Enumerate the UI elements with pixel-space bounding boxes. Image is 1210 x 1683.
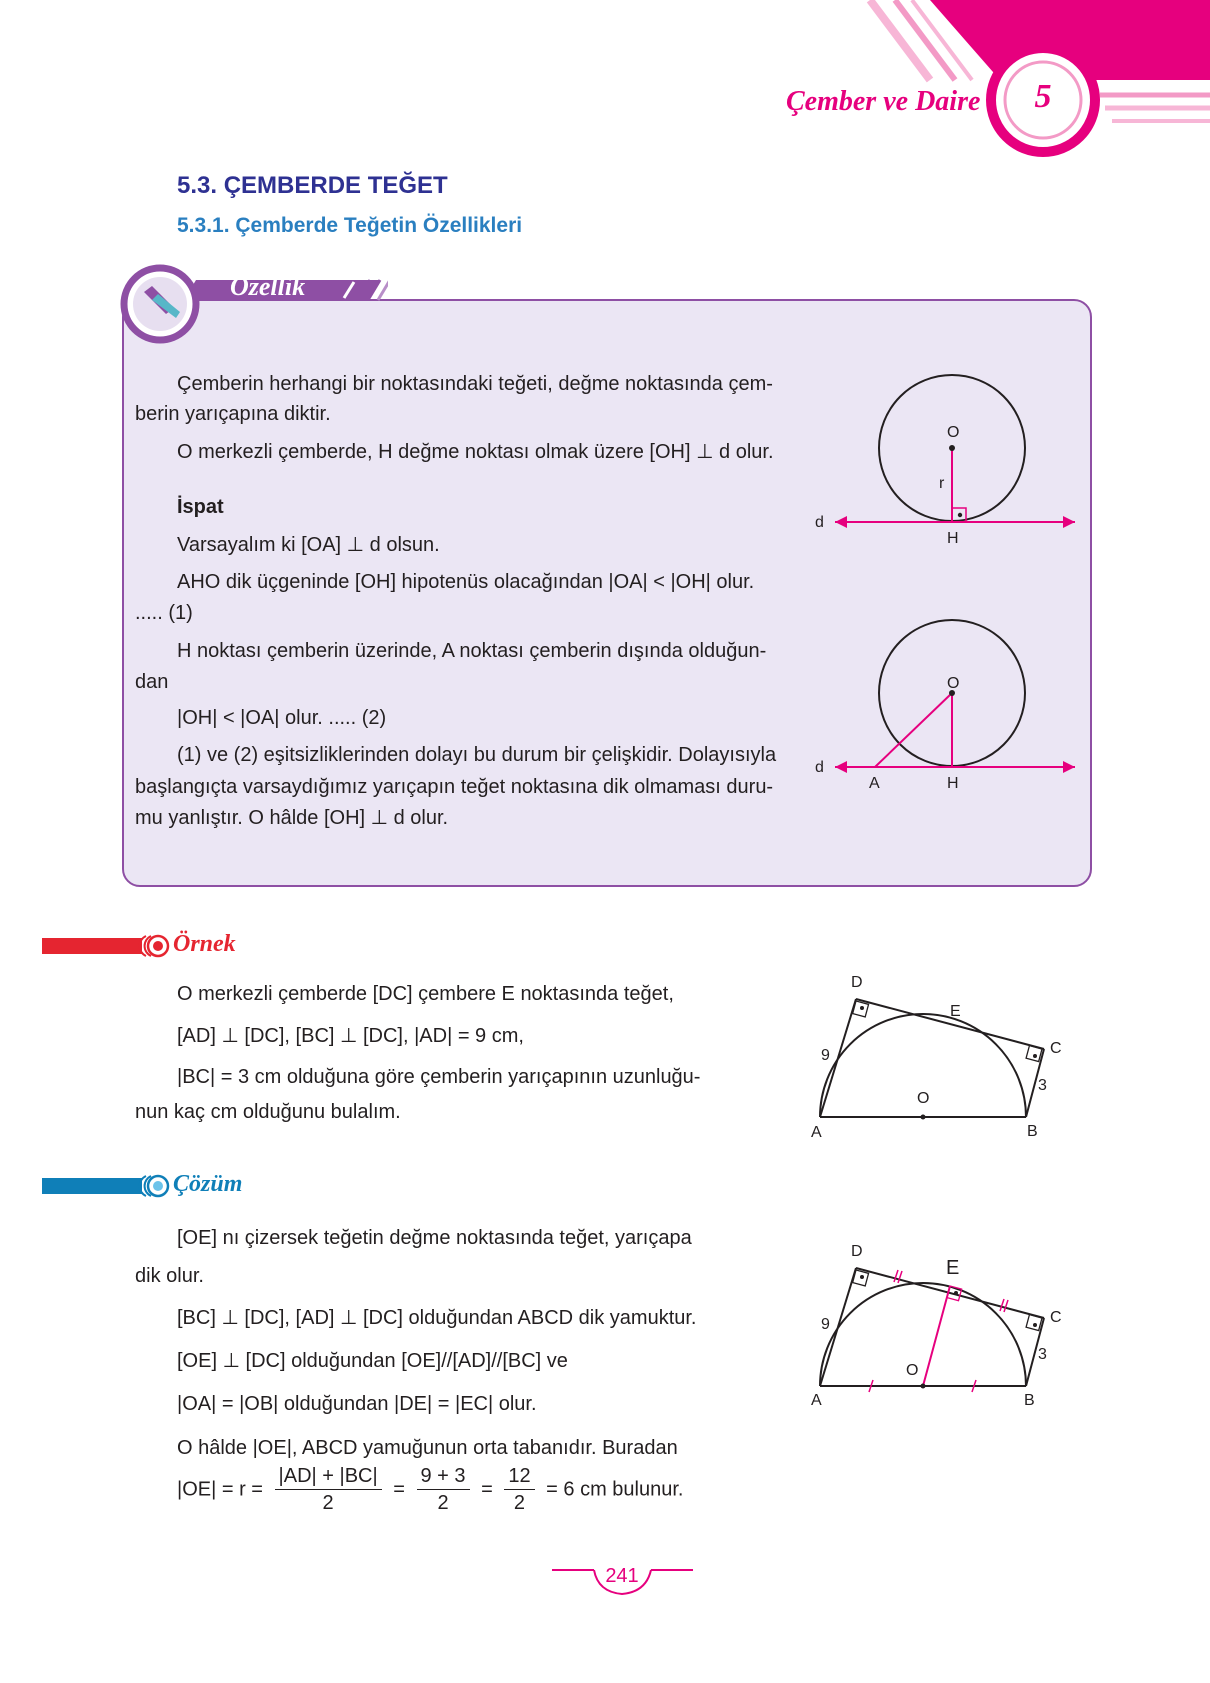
- chapter-number: 5: [1034, 78, 1052, 115]
- example-line: O merkezli çemberde [DC] çembere E noktasında teğet,: [177, 983, 674, 1005]
- ex-fig-label-9: 9: [821, 1047, 830, 1064]
- ex-fig-label-d: D: [851, 974, 863, 991]
- sol-fig-label-b: B: [1024, 1392, 1035, 1408]
- ex-fig-label-b: B: [1027, 1123, 1038, 1140]
- proof-line: Varsayalım ki [OA] ⊥ d olsun.: [177, 534, 440, 556]
- section-title: 5.3. ÇEMBERDE TEĞET: [177, 172, 448, 199]
- solution-label: Çözüm: [173, 1171, 243, 1197]
- sol-fig-label-a: A: [811, 1392, 822, 1408]
- page-number: 241: [605, 1565, 639, 1587]
- fraction-2-denominator: 2: [437, 1492, 449, 1514]
- ex-fig-label-a: A: [811, 1124, 822, 1141]
- tangent-figure-1: [805, 365, 1090, 565]
- fig2-label-d: d: [815, 759, 824, 776]
- proof-line: H noktası çemberin üzerinde, A noktası çemberin dışında olduğun-: [177, 640, 767, 662]
- equation-rhs: = 6 cm bulunur.: [546, 1478, 684, 1501]
- fig1-label-r: r: [939, 475, 945, 492]
- property-statement-line: O merkezli çemberde, H değme noktası olmak üzere [OH] ⊥ d olur.: [177, 441, 774, 463]
- ex-fig-label-o: O: [917, 1090, 930, 1107]
- property-statement-line: Çemberin herhangi bir noktasındaki teğeti, değme noktasında çem-: [177, 373, 773, 395]
- sol-fig-label-3: 3: [1038, 1346, 1047, 1363]
- ex-fig-label-e: E: [950, 1003, 961, 1020]
- solution-line: [OE] ⊥ [DC] olduğundan [OE]//[AD]//[BC] ve: [177, 1350, 568, 1372]
- fig1-label-h: H: [947, 530, 959, 547]
- proof-line: (1) ve (2) eşitsizliklerinden dolayı bu durum bir çelişkidir. Dolayısıyla: [177, 744, 777, 766]
- proof-line: |OH| < |OA| olur. ..... (2): [177, 707, 387, 729]
- fig2-label-a: A: [869, 775, 880, 792]
- section-subtitle: 5.3.1. Çemberde Teğetin Özellikleri: [177, 214, 523, 237]
- solution-line: O hâlde |OE|, ABCD yamuğunun orta tabanıdır. Buradan: [177, 1437, 678, 1459]
- property-statement-line: berin yarıçapına diktir.: [135, 403, 331, 425]
- sol-fig-label-9: 9: [821, 1316, 830, 1333]
- equation-lhs: |OE| = r =: [177, 1478, 263, 1501]
- solution-line: |OA| = |OB| olduğundan |DE| = |EC| olur.: [177, 1393, 537, 1415]
- equals-sign: =: [393, 1478, 405, 1501]
- sol-fig-label-d: D: [851, 1243, 863, 1260]
- fraction-1-numerator: |AD| + |BC|: [275, 1464, 382, 1490]
- equals-sign: =: [481, 1478, 493, 1501]
- solution-figure: [800, 1228, 1090, 1408]
- fraction-1-denominator: 2: [322, 1492, 334, 1514]
- property-label: Özellik: [230, 272, 306, 301]
- proof-line: ..... (1): [135, 602, 193, 624]
- solution-banner: [42, 1172, 172, 1200]
- proof-title: İspat: [177, 496, 224, 518]
- proof-line: AHO dik üçgeninde [OH] hipotenüs olacağından |OA| < |OH| olur.: [177, 571, 755, 593]
- fraction-3: [504, 1464, 534, 1515]
- example-line: |BC| = 3 cm olduğuna göre çemberin yarıçapının uzunluğu-: [177, 1066, 701, 1088]
- proof-line: mu yanlıştır. O hâlde [OH] ⊥ d olur.: [135, 807, 449, 829]
- example-figure: [800, 965, 1090, 1145]
- sol-fig-label-e: E: [946, 1257, 960, 1279]
- sol-fig-label-c: C: [1050, 1309, 1062, 1326]
- fraction-3-denominator: 2: [513, 1492, 526, 1514]
- fraction-3-numerator: 12: [504, 1464, 534, 1490]
- proof-line: başlangıçta varsaydığımız yarıçapın teğet noktasına dik olmaması duru-: [135, 776, 774, 798]
- fig1-label-o: O: [947, 424, 960, 441]
- fig2-label-h: H: [947, 775, 959, 792]
- solution-line: [BC] ⊥ [DC], [AD] ⊥ [DC] olduğundan ABCD dik yamuktur.: [177, 1307, 697, 1329]
- fig1-label-d: d: [815, 514, 824, 531]
- solution-line: dik olur.: [135, 1265, 204, 1287]
- fig2-label-o: O: [947, 675, 960, 692]
- example-banner: [42, 932, 172, 960]
- example-line: [AD] ⊥ [DC], [BC] ⊥ [DC], |AD| = 9 cm,: [177, 1025, 524, 1047]
- example-label: Örnek: [173, 931, 236, 957]
- chapter-title: Çember ve Daire: [786, 86, 981, 117]
- tangent-figure-2: [805, 610, 1090, 810]
- proof-line: dan: [135, 671, 169, 693]
- ex-fig-label-c: C: [1050, 1040, 1062, 1057]
- example-line: nun kaç cm olduğunu bulalım.: [135, 1101, 401, 1123]
- ex-fig-label-3: 3: [1038, 1077, 1047, 1094]
- fraction-1: [275, 1464, 382, 1515]
- solution-equation: [177, 1464, 683, 1515]
- solution-line: [OE] nı çizersek teğetin değme noktasında teğet, yarıçapa: [177, 1227, 692, 1249]
- fraction-2-numerator: 9 + 3: [417, 1464, 470, 1490]
- fraction-2: [417, 1464, 470, 1515]
- sol-fig-label-o: O: [906, 1362, 919, 1379]
